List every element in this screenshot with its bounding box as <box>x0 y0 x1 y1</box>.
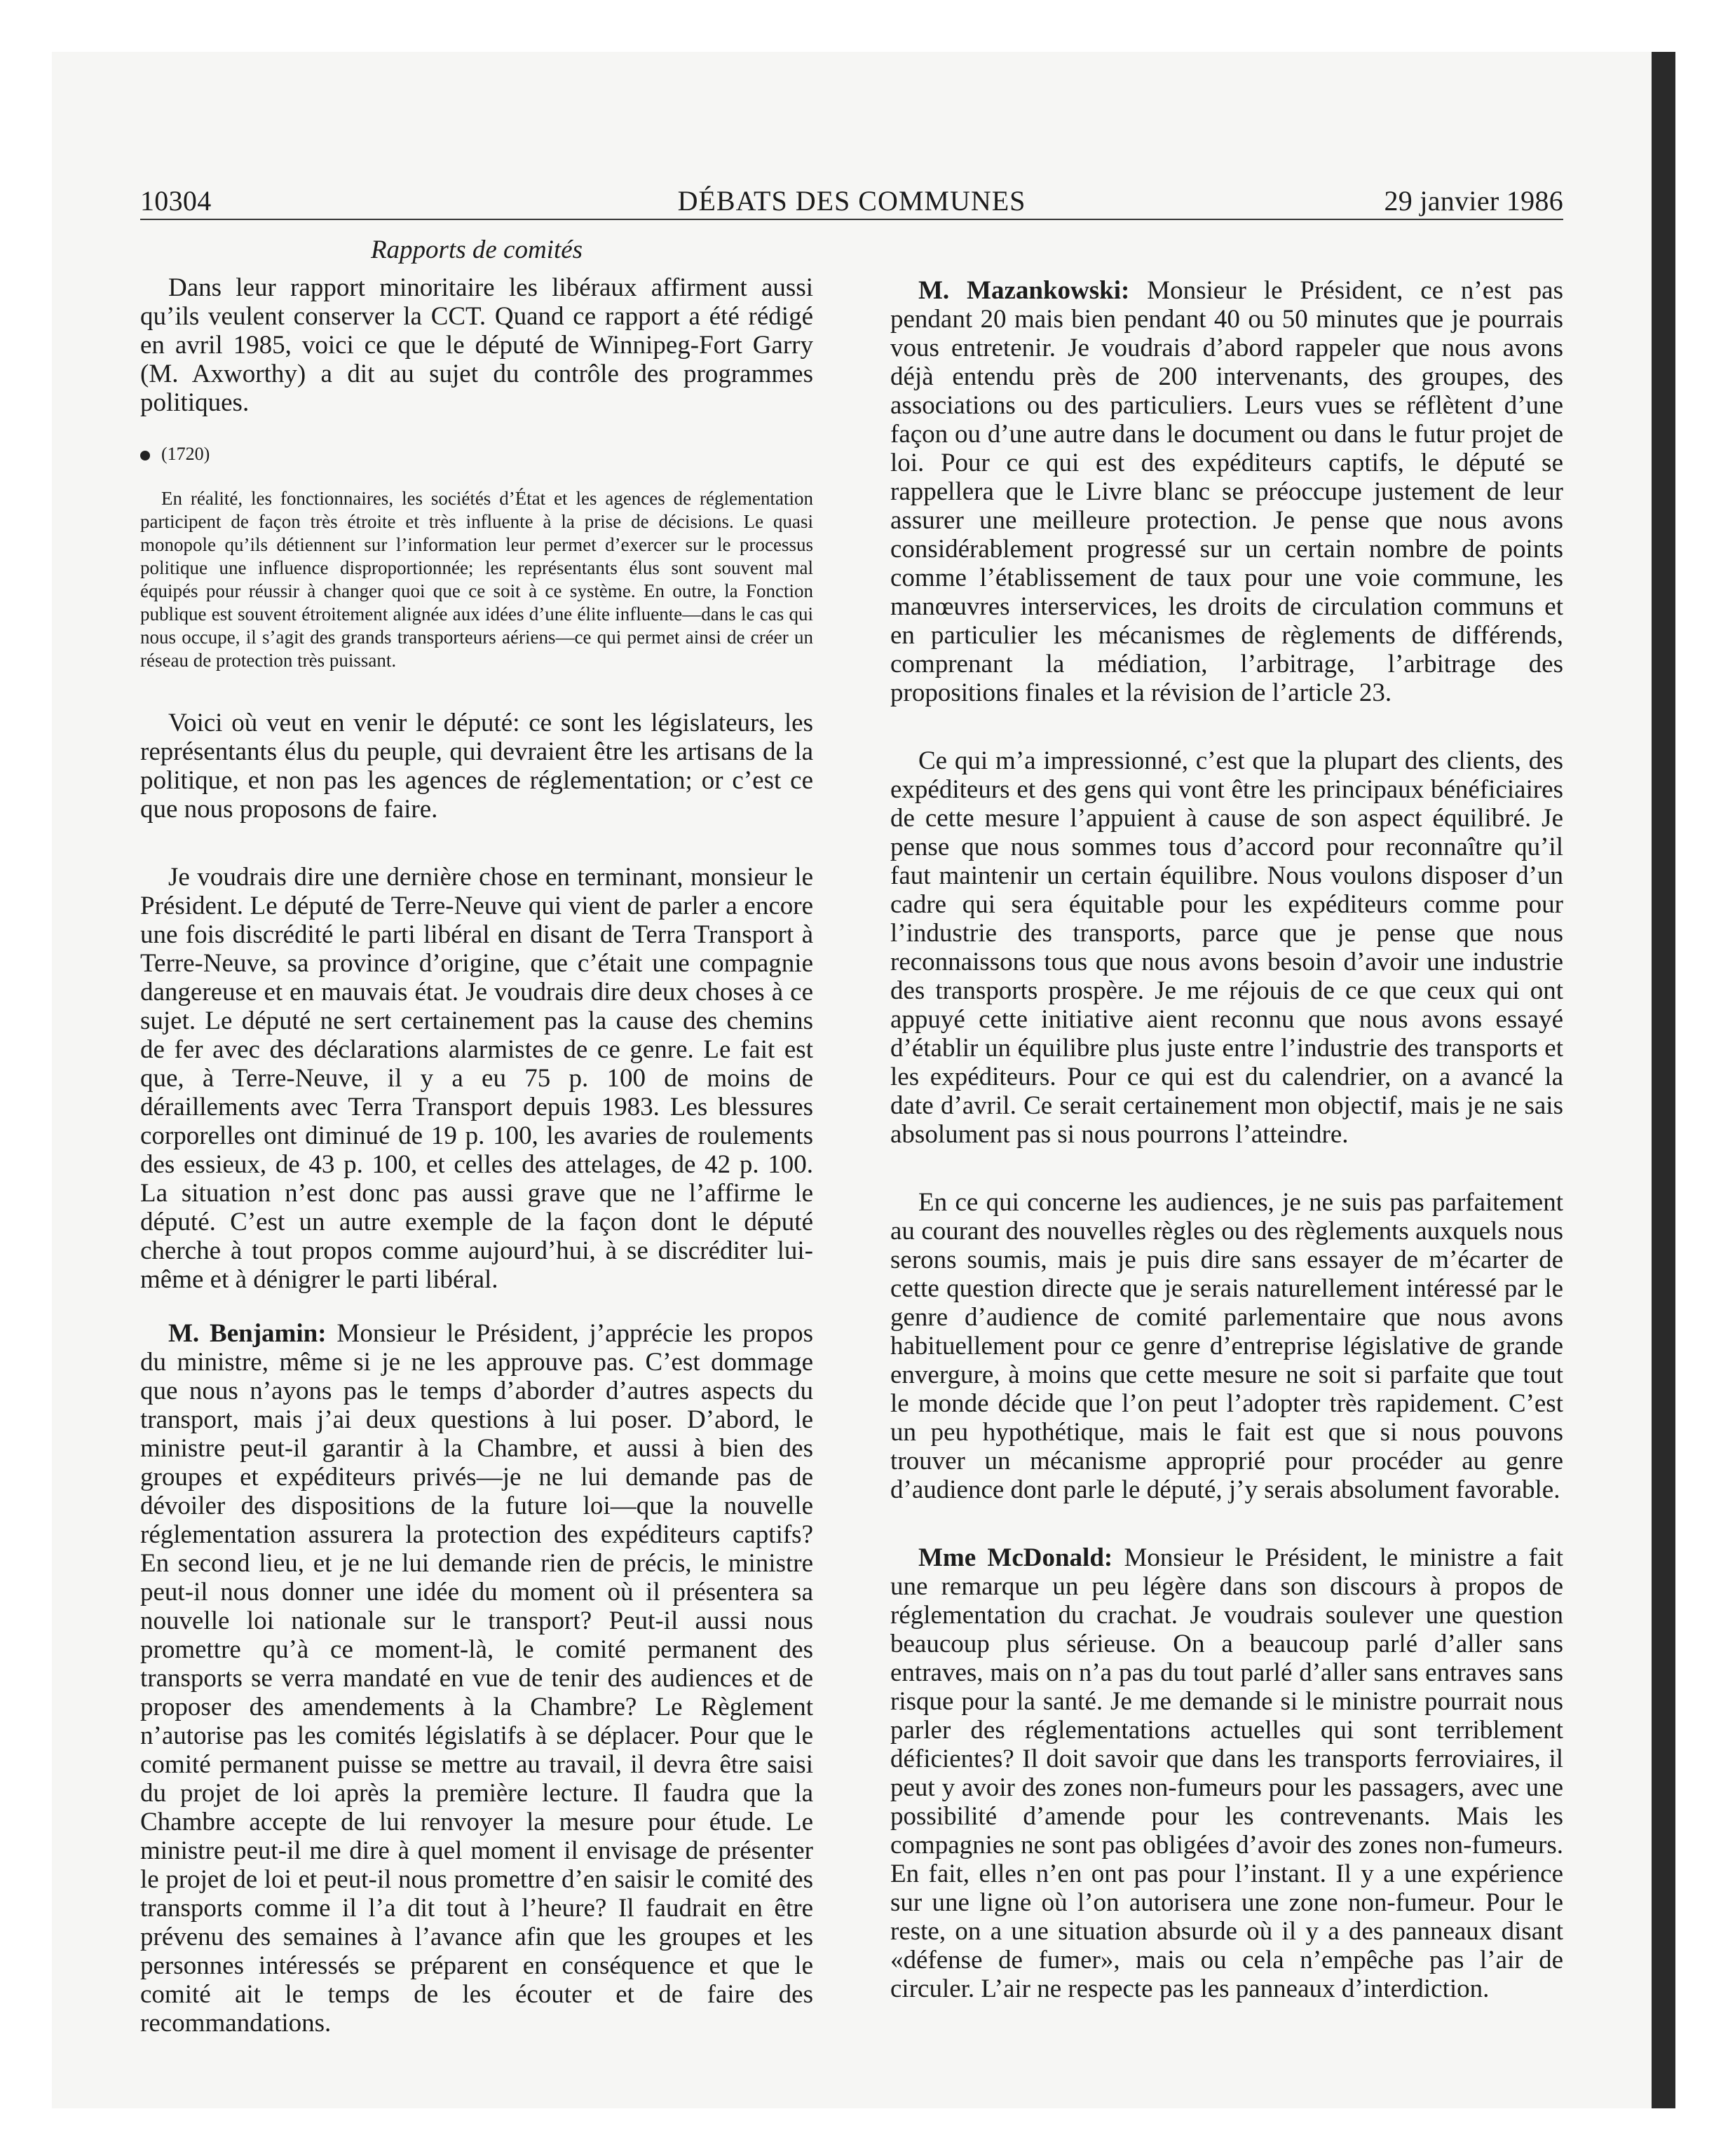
speech-benjamin <box>140 1319 813 2038</box>
speech-text: Monsieur le Président, ce n’est pas pendant 20 mais bien pendant 40 ou 50 minutes que je pourrais vous entretenir. Je voudrais d’abord rappeler que nous avons déjà entendu près de 200 intervenants, des groupes, des associations ou des particuliers. Leurs vues se réflètent d’une façon ou d’une autre dans le document ou dans le futur projet de loi. Pour ce qui est des expéditeurs captifs, le député se rappellera que le Livre blanc se préoccupe justement de leur assurer une meilleure protection. Je pense que nous avons considérablement progressé sur un certain nombre de points comme l’établissement de taux pour une voie commune, les manœuvres interservices, les droits de circulation communs et en particulier les mécanismes de règlements de différends, comprenant la médiation, l’arbitrage, l’arbitrage des propositions finales et la révision de l’article 23. <box>890 276 1563 707</box>
paragraph: Voici où veut en venir le député: ce sont les législateurs, les représentants élus du peuple, qui devraient être les artisans de la politique, et non pas les agences de réglementation; or c’est ce que nous proposons de faire. <box>140 709 813 824</box>
scan-edge-bar <box>1652 52 1675 2108</box>
page-number: 10304 <box>140 185 212 217</box>
publication-date: 29 janvier 1986 <box>1384 185 1563 217</box>
paragraph: Je voudrais dire une dernière chose en terminant, monsieur le Président. Le député de Terre-Neuve qui vient de parler a encore une fois discrédité le parti libéral en disant de Terra Transport à Terre-Neuve, sa province d’origine, que c’était une compagnie dangereuse et en mauvais état. Je voudrais dire deux choses à ce sujet. Le député ne sert certainement pas la cause des chemins de fer avec des déclarations alarmistes de ce genre. Le fait est que, à Terre-Neuve, il y a eu 75 p. 100 de moins de déraillements avec Terra Transport depuis 1983. Les blessures corporelles ont diminué de 19 p. 100, les avaries de roulements des essieux, de 43 p. 100, et celles des attelages, de 42 p. 100. La situation n’est donc pas aussi grave que ne l’affirme le député. C’est un autre exemple de la façon dont le député cherche à tout propos comme aujourd’hui, à se discréditer lui-même et à dénigrer le parti libéral. <box>140 863 813 1294</box>
paragraph: Ce qui m’a impressionné, c’est que la plupart des clients, des expéditeurs et des gens qui vont être les principaux bénéficiaires de cette mesure l’appuient à cause de son aspect équilibré. Je pense que nous sommes tous d’accord pour reconnaître qu’il faut maintenir un certain équilibre. Nous voulons disposer d’un cadre qui sera équitable pour les expéditeurs comme pour l’industrie des transports, parce que je pense que nous reconnaissons tous que nous avons besoin d’avoir une industrie des transports prospère. Je me réjouis de ce que ceux qui ont appuyé cette initiative aient reconnu que nous avons essayé d’établir un équilibre plus juste entre l’industrie des transports et les expéditeurs. Pour ce qui est du calendrier, on a avancé la date d’avril. Ce serait certainement mon objectif, mais je ne sais absolument pas si nous pourrons l’atteindre. <box>890 746 1563 1149</box>
page-header <box>140 184 1563 219</box>
header-rule <box>140 219 1563 220</box>
time-marker <box>140 442 813 466</box>
paragraph: En ce qui concerne les audiences, je ne suis pas parfaitement au courant des nouvelles règles ou des règlements auxquels nous serons soumis, mais je puis dire sans essayer de m’écarter de cette question directe que je serais naturellement intéressé par le genre d’audience de comité parlementaire que nous avons habituellement pour ce genre d’entreprise législative de grande envergure, à moins que cette mesure ne soit si parfaite que tout le monde décide que l’on peut l’adopter très rapidement. C’est un peu hypothétique, mais le fait est que si nous pouvons trouver un mécanisme approprié pour procéder au genre d’audience dont parle le député, j’y serais absolument favorable. <box>890 1188 1563 1504</box>
speaker-name: M. Benjamin: <box>168 1319 327 1348</box>
speech-mcdonald <box>890 1543 1563 2003</box>
speech-text: Monsieur le Président, le ministre a fait une remarque un peu légère dans son discours à propos de réglementation du crachat. Je voudrais soulever une question beaucoup plus sérieuse. On a beaucoup parlé d’aller sans entraves, mais on n’a pas du tout parlé d’aller sans entraves sans risque pour la santé. Je me demande si le ministre pourrait nous parler des réglementations actuelles qui sont terriblement déficientes? Il doit savoir que dans les transports ferroviaires, il peut y avoir des zones non-fumeurs pour les passagers, avec une possibilité d’amende pour les contrevenants. Mais les compagnies ne sont pas obligées d’avoir des zones non-fumeurs. En fait, elles n’en ont pas pour l’instant. Il y a une expérience sur une ligne où l’on autorisera une zone non-fumeur. Pour le reste, on a une situation absurde où il y a des panneaux disant «défense de fumer», mais ou cela n’empêche pas l’air de circuler. L’air ne respecte pas les panneaux d’interdiction. <box>890 1543 1563 2003</box>
left-column <box>140 234 813 2077</box>
bullet-icon <box>140 451 150 460</box>
right-column <box>890 276 1563 2042</box>
speaker-name: M. Mazankowski: <box>918 276 1130 305</box>
paragraph: Dans leur rapport minoritaire les libéraux affirment aussi qu’ils veulent conserver la CCT. Quand ce rapport a été rédigé en avril 1985, voici ce que le député de Winnipeg-Fort Garry (M. Axworthy) a dit au sujet du contrôle des programmes politiques. <box>140 273 813 417</box>
speech-text: Monsieur le Président, j’apprécie les propos du ministre, même si je ne les approuve pas. C’est dommage que nous n’ayons pas le temps d’aborder d’autres aspects du transport, mais j’ai deux questions à lui poser. D’abord, le ministre peut-il garantir à la Chambre, et aussi à bien des groupes et expéditeurs privés—je ne lui demande pas de dévoiler des dispositions de la future loi—que la nouvelle réglementation assurera la protection des expéditeurs captifs? En second lieu, et je ne lui demande rien de précis, le ministre peut-il nous donner une idée du moment où il présentera sa nouvelle loi nationale sur le transport? Peut-il aussi nous promettre qu’à ce moment-là, le comité permanent des transports se verra mandaté en vue de tenir des audiences et de proposer des amendements à la Chambre? Le Règlement n’autorise pas les comités législatifs à se déplacer. Pour que le comité permanent puisse se mettre au travail, il devra être saisi du projet de loi après la première lecture. Il faudra que la Chambre accepte de lui renvoyer la mesure pour étude. Le ministre peut-il me dire à quel moment il envisage de présenter le projet de loi et peut-il nous promettre d’en saisir le comité des transports comme il l’a dit tout à l’heure? Il faudrait en être prévenu des semaines à l’avance afin que les groupes et les personnes intéressés se préparent en conséquence et que le comité ait le temps de les écouter et de faire des recommandations. <box>140 1319 813 2038</box>
publication-title: DÉBATS DES COMMUNES <box>677 185 1026 217</box>
section-title: Rapports de comités <box>370 236 583 264</box>
speech-mazankowski <box>890 276 1563 707</box>
time-marker-text: (1720) <box>161 444 210 464</box>
block-quote: En réalité, les fonctionnaires, les sociétés d’État et les agences de réglementation participent de façon très étroite et très influente à la prise de décisions. Le quasi monopole qu’ils détiennent sur l’information leur permet d’exercer sur le processus politique une influence disproportionnée; les représentants élus sont souvent mal équipés pour réussir à changer quoi que ce soit à ce système. En outre, la Fonction publique est souvent étroitement alignée aux idées d’une élite influente—dans le cas qui nous occupe, il s’agit des grands transporteurs aériens—ce qui permet ainsi de créer un réseau de protection très puissant. <box>140 488 813 671</box>
speaker-name: Mme McDonald: <box>918 1543 1113 1572</box>
